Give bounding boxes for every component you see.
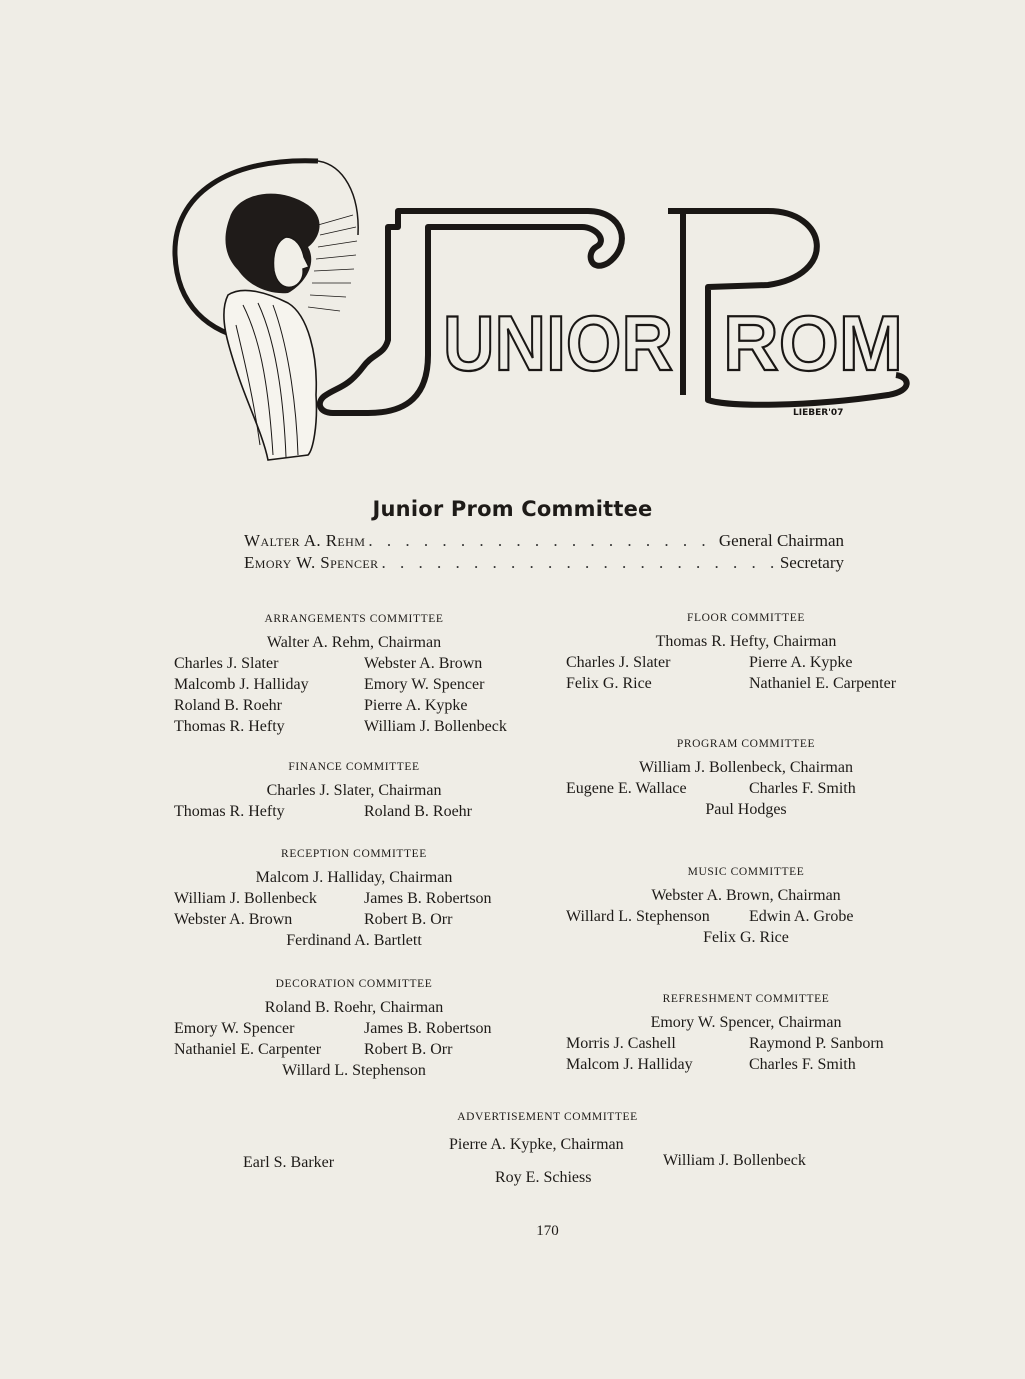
member-name: Willard L. Stephenson <box>282 1062 426 1079</box>
committee-chair: Webster A. Brown, Chairman <box>651 887 841 904</box>
member-name: Thomas R. Hefty <box>174 803 285 820</box>
member-name: Roland B. Roehr <box>364 803 472 820</box>
member-row <box>174 716 534 737</box>
page-number: 170 <box>536 1223 559 1239</box>
member-name: Webster A. Brown <box>364 655 483 672</box>
committee-heading: REFRESHMENT COMMITTEE <box>662 993 830 1005</box>
banner-word-unior: UNIOR <box>443 299 673 387</box>
officer-role: Secretary <box>779 553 844 572</box>
committee-chair: Walter A. Rehm, Chairman <box>266 634 442 651</box>
committee-heading: ARRANGEMENTS COMMITTEE <box>264 613 444 625</box>
member-name: Charles J. Slater <box>566 654 671 671</box>
member-name: Charles J. Slater <box>174 655 279 672</box>
member-name: James B. Robertson <box>364 1020 492 1037</box>
committee-chair: Malcom J. Halliday, Chairman <box>255 869 453 886</box>
member-name: Roland B. Roehr <box>174 697 282 714</box>
member-name: Morris J. Cashell <box>566 1035 676 1052</box>
committee-chair: Charles J. Slater, Chairman <box>266 782 442 799</box>
member-name: Nathaniel E. Carpenter <box>749 675 897 692</box>
member-row <box>174 695 534 716</box>
member-name: Willard L. Stephenson <box>566 908 710 925</box>
committee-heading: DECORATION COMMITTEE <box>275 978 433 990</box>
member-name: Malcomb J. Halliday <box>174 676 309 693</box>
banner-word-rom: ROM <box>723 299 903 387</box>
member-name: Eugene E. Wallace <box>566 780 687 797</box>
member-row <box>174 1018 534 1039</box>
member-row <box>566 652 926 673</box>
member-name: William J. Bollenbeck <box>364 718 507 735</box>
committee-chair: Emory W. Spencer, Chairman <box>650 1014 842 1031</box>
arrangements-committee <box>174 612 534 737</box>
member-name: Felix G. Rice <box>703 929 789 946</box>
junior-prom-banner <box>168 155 918 465</box>
advertisement-committee-heading: ADVERTISEMENT COMMITTEE <box>457 1111 638 1123</box>
committee-heading: RECEPTION COMMITTEE <box>281 848 427 860</box>
committee-heading: MUSIC COMMITTEE <box>687 866 805 878</box>
member-name: Nathaniel E. Carpenter <box>174 1041 322 1058</box>
member-name: William J. Bollenbeck <box>663 1152 806 1169</box>
member-row <box>174 1039 534 1060</box>
music-committee <box>566 865 926 948</box>
page-title: Junior Prom Committee <box>372 497 653 521</box>
officer-row-chairman <box>244 531 844 553</box>
member-name: Thomas R. Hefty <box>174 718 285 735</box>
committee-chair: William J. Bollenbeck, Chairman <box>639 759 853 776</box>
decoration-committee <box>174 977 534 1081</box>
dot-leader <box>368 531 716 551</box>
advertisement-chair: Pierre A. Kypke, Chairman <box>449 1136 624 1153</box>
officer-row-secretary <box>244 553 844 575</box>
member-name: Pierre A. Kypke <box>749 654 853 671</box>
member-name: Emory W. Spencer <box>364 676 485 693</box>
member-name: James B. Robertson <box>364 890 492 907</box>
member-row <box>174 801 534 822</box>
member-name: Emory W. Spencer <box>174 1020 295 1037</box>
member-name: Pierre A. Kypke <box>364 697 468 714</box>
member-row <box>174 653 534 674</box>
member-name: Earl S. Barker <box>243 1154 335 1171</box>
dot-leader <box>382 553 777 573</box>
floor-committee <box>566 611 926 694</box>
program-committee <box>566 737 926 820</box>
member-name: Felix G. Rice <box>566 675 652 692</box>
member-row <box>566 906 926 927</box>
member-name: Charles F. Smith <box>749 1056 856 1073</box>
member-row <box>174 674 534 695</box>
member-row <box>566 1033 926 1054</box>
artist-signature: LIEBER'07 <box>793 408 844 418</box>
member-name: Robert B. Orr <box>364 1041 453 1058</box>
committee-heading: FINANCE COMMITTEE <box>288 761 420 773</box>
member-name: Edwin A. Grobe <box>749 908 854 925</box>
refreshment-committee <box>566 992 926 1075</box>
member-name: Paul Hodges <box>705 801 787 818</box>
committee-chair: Roland B. Roehr, Chairman <box>264 999 444 1016</box>
banner-letters <box>443 299 903 387</box>
committee-heading: PROGRAM COMMITTEE <box>676 738 816 750</box>
member-row <box>174 888 534 909</box>
member-name: Charles F. Smith <box>749 780 856 797</box>
officer-role: General Chairman <box>718 531 844 550</box>
member-name: Roy E. Schiess <box>495 1169 592 1186</box>
member-row <box>566 1054 926 1075</box>
member-name: William J. Bollenbeck <box>174 890 317 907</box>
committee-chair: Thomas R. Hefty, Chairman <box>655 633 837 650</box>
finance-committee <box>174 760 534 822</box>
officer-name: Walter A. Rehm <box>244 531 366 550</box>
reception-committee <box>174 847 534 951</box>
member-name: Webster A. Brown <box>174 911 293 928</box>
member-row <box>174 909 534 930</box>
member-name: Malcom J. Halliday <box>566 1056 693 1073</box>
member-name: Robert B. Orr <box>364 911 453 928</box>
committee-heading: FLOOR COMMITTEE <box>687 612 805 624</box>
member-row <box>566 673 926 694</box>
member-name: Raymond P. Sanborn <box>749 1035 884 1052</box>
officer-name: Emory W. Spencer <box>244 553 379 572</box>
member-row <box>566 778 926 799</box>
member-name: Ferdinand A. Bartlett <box>286 932 422 949</box>
